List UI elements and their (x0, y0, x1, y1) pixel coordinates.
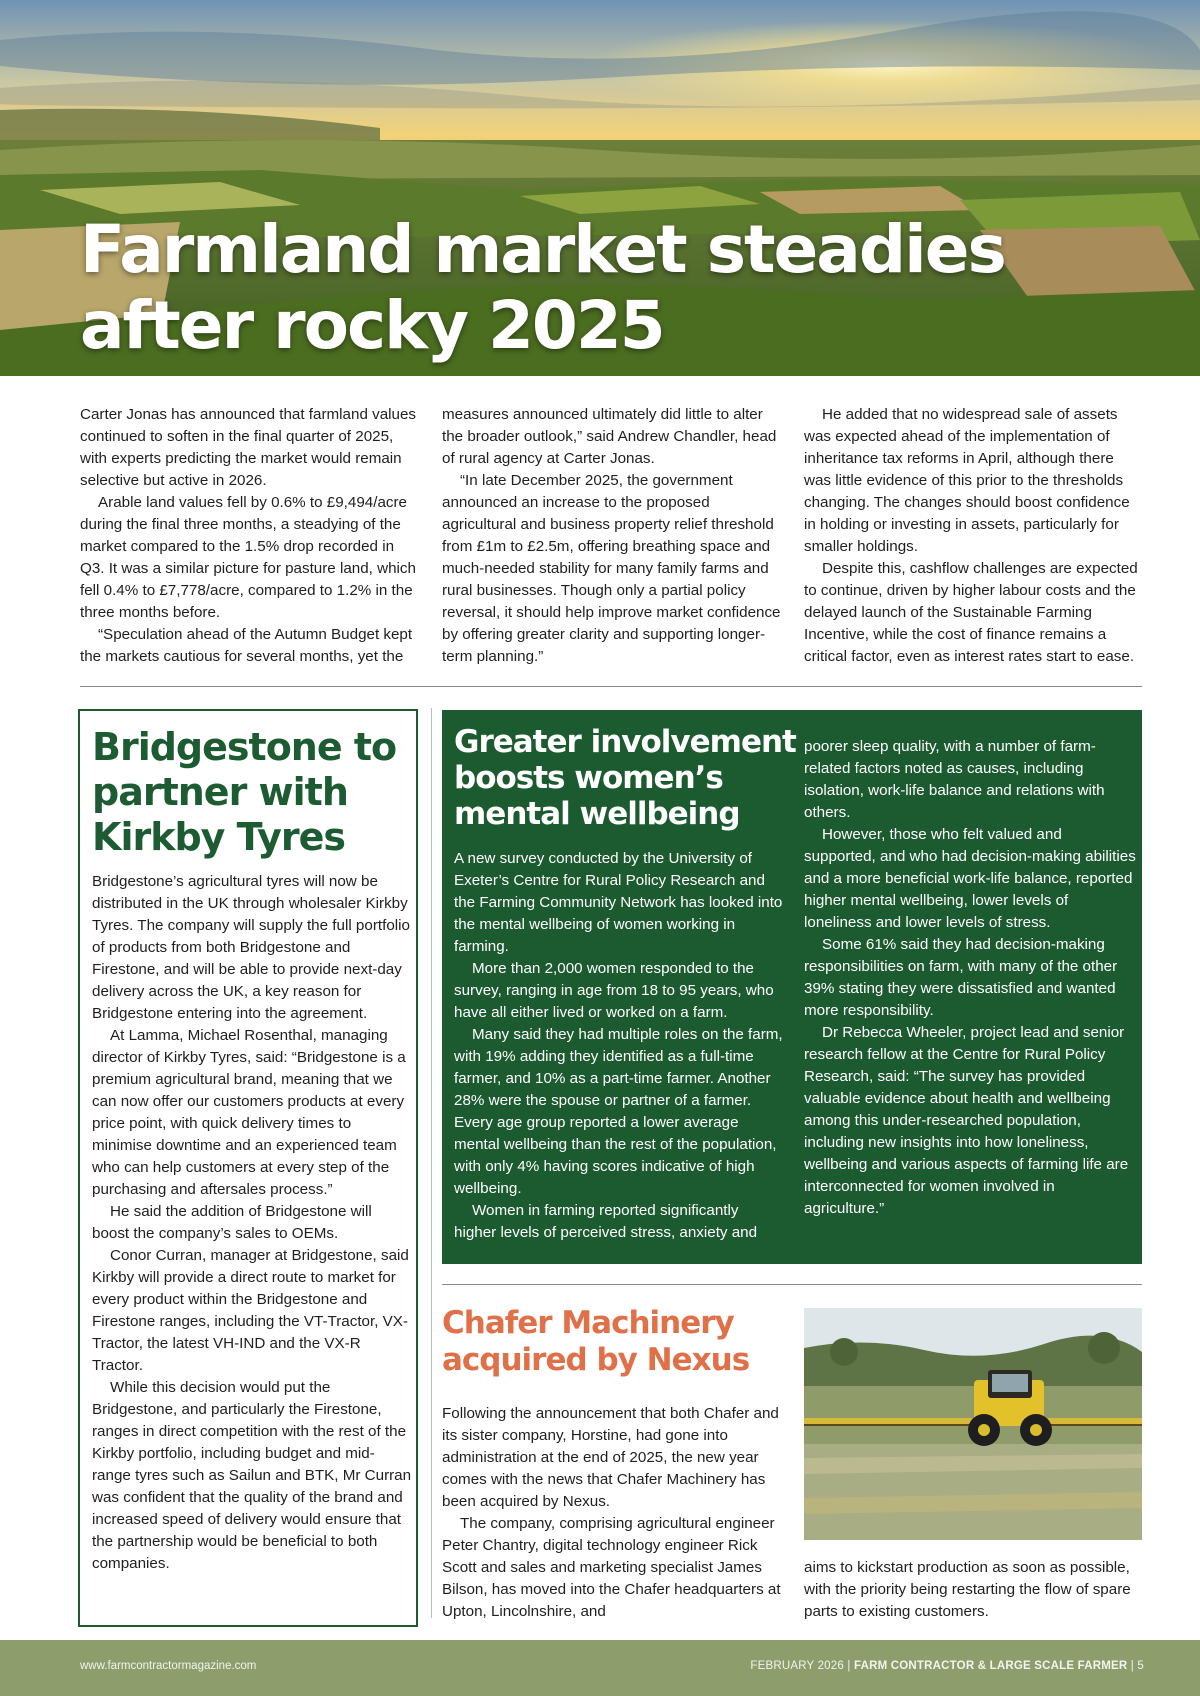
paragraph: Bridgestone’s agricultural tyres will now be distributed in the UK through wholesaler Kirkby Tyres. The company will supply the full portfolio of products from both Bridgestone and Firestone, and will be able to provide next-day delivery across the UK, a key reason for Bridgestone entering into the agreement. (92, 873, 410, 1022)
paragraph: He added that no widespread sale of assets was expected ahead of the implementation of inheritance tax reforms in April, although there was little evidence of this prior to the thresholds changing. The changes should boost confidence in holding or investing in assets, particularly for smaller holdings. (804, 406, 1130, 555)
headline-line: mental wellbeing (454, 796, 740, 832)
headline-line: Farmland market steadies (80, 211, 1005, 288)
footer-issue-info (750, 1660, 1144, 1672)
paragraph: Dr Rebecca Wheeler, project lead and senior research fellow at the Centre for Rural Policy Research, said: “The survey has provided valuable evidence about health and wellbeing among this under-researched population, including new insights into how loneliness, wellbeing and various aspects of farming life are interconnected for women involved in agriculture.” (804, 1024, 1129, 1217)
paragraph: He said the addition of Bridgestone will boost the company’s sales to OEMs. (92, 1203, 372, 1242)
page-number: 5 (1137, 1660, 1144, 1672)
chafer-column-2 (804, 1557, 1144, 1623)
sprayer-photo (804, 1308, 1142, 1540)
chafer-column-1 (442, 1403, 782, 1623)
article-headline (80, 212, 1005, 364)
column-divider (431, 708, 432, 1618)
wellbeing-headline (454, 724, 796, 832)
paragraph: Despite this, cashflow challenges are expected to continue, driven by higher labour costs and the delayed launch of the Sustainable Farming Incentive, while the cost of finance remains a critical factor, even as interest rates start to ease. (804, 560, 1138, 665)
paragraph: measures announced ultimately did little to alter the broader outlook,” said Andrew Chandler, head of rural agency at Carter Jonas. (442, 406, 777, 467)
chafer-headline (442, 1305, 749, 1379)
bridgestone-article-box (78, 709, 418, 1627)
footer-separator: | (847, 1660, 851, 1672)
paragraph: Women in farming reported significantly higher levels of perceived stress, anxiety and (454, 1202, 758, 1241)
paragraph: The company, comprising agricultural engineer Peter Chantry, digital technology engineer Rick Scott and sales and marketing specialist James Bilson, has moved into the Chafer headquarters at Upton, Lincolnshire, and (442, 1515, 781, 1620)
paragraph: While this decision would put the Bridgestone, and particularly the Firestone, ranges in direct competition with the rest of the Kirkby portfolio, including budget and mid-range tyres such as Sailun and BTK, Mr Curran was confident that the quality of the brand and increased speed of delivery would ensure that the partnership would be beneficial to both companies. (92, 1379, 412, 1572)
paragraph: However, those who felt valued and supported, and who had decision-making abilities and a more beneficial work-life balance, reported higher mental wellbeing, lower levels of loneliness and lower levels of stress. (804, 826, 1136, 931)
paragraph: Many said they had multiple roles on the farm, with 19% adding they identified as a full-time farmer, and 10% as a part-time farmer. Another 28% were the spouse or partner of a farmer. Every age group reported a lower average mental wellbeing than the rest of the population, with only 4% having scores indicative of high wellbeing. (454, 1026, 783, 1197)
headline-line: acquired by Nexus (442, 1342, 750, 1378)
headline-line: boosts women’s (454, 760, 723, 796)
section-divider (80, 686, 1142, 687)
lead-article-column-3 (804, 404, 1144, 668)
paragraph: aims to kickstart production as soon as possible, with the priority being restarting the flow of spare parts to existing customers. (804, 1559, 1131, 1620)
headline-line: Greater involvement (454, 724, 796, 760)
paragraph: “In late December 2025, the government announced an increase to the proposed agricultural and business property relief threshold from £1m to £2.5m, offering breathing space and much-needed stability for many family farms and rural businesses. Though only a partial policy reversal, it should help improve market confidence by offering greater clarity and supporting longer-term planning.” (442, 472, 781, 665)
lead-article-column-2 (442, 404, 782, 668)
sprayer-image (804, 1308, 1142, 1540)
section-divider (442, 1284, 1142, 1285)
footer-separator: | (1130, 1660, 1134, 1672)
paragraph: Some 61% said they had decision-making responsibilities on farm, with many of the other 39% stating they were dissatisfied and wanted more responsibility. (804, 936, 1118, 1019)
paragraph: More than 2,000 women responded to the survey, ranging in age from 18 to 95 years, who have all either lived or worked on a farm. (454, 960, 774, 1021)
paragraph: Conor Curran, manager at Bridgestone, said Kirkby will provide a direct route to market for every product within the Bridgestone and Firestone ranges, including the VT-Tractor, VX-Tractor, the latest VH-IND and the VX-R Tractor. (92, 1247, 409, 1374)
paragraph: poorer sleep quality, with a number of farm-related factors noted as causes, including isolation, work-life balance and relations with others. (804, 738, 1105, 821)
headline-line: after rocky 2025 (80, 287, 664, 364)
paragraph: Following the announcement that both Chafer and its sister company, Horstine, had gone into administration at the end of 2025, the new year comes with the news that Chafer Machinery has been acquired by Nexus. (442, 1405, 779, 1510)
page-footer (0, 1640, 1200, 1696)
paragraph: Arable land values fell by 0.6% to £9,494/acre during the final three months, a steadying of the market compared to the 1.5% drop recorded in Q3. It was a similar picture for pasture land, which fell 0.4% to £7,778/acre, compared to 1.2% in the three months before. (80, 494, 416, 621)
headline-line: Kirkby Tyres (92, 815, 345, 859)
wellbeing-column-2 (804, 736, 1136, 1220)
headline-line: Bridgestone to (92, 725, 397, 769)
wellbeing-column-1 (454, 848, 784, 1244)
footer-website-link[interactable]: www.farmcontractormagazine.com (80, 1660, 257, 1672)
lead-article-column-1 (80, 404, 420, 668)
wellbeing-article-panel (442, 710, 1142, 1264)
paragraph: At Lamma, Michael Rosenthal, managing director of Kirkby Tyres, said: “Bridgestone is a premium agricultural brand, meaning that we can now offer our customers products at every price point, with quick delivery times to minimise downtime and an experienced team who can help customers at every step of the purchasing and aftersales process.” (92, 1027, 406, 1198)
bridgestone-headline (92, 725, 396, 860)
paragraph: Carter Jonas has announced that farmland values continued to soften in the final quarter of 2025, with experts predicting the market would remain selective but active in 2026. (80, 406, 417, 489)
bridgestone-body (92, 871, 412, 1575)
footer-publication: FARM CONTRACTOR & LARGE SCALE FARMER (853, 1660, 1128, 1672)
footer-date: FEBRUARY 2026 (750, 1660, 844, 1672)
paragraph: A new survey conducted by the University of Exeter’s Centre for Rural Policy Research and the Farming Community Network has looked into the mental wellbeing of women working in farming. (454, 850, 783, 955)
headline-line: Chafer Machinery (442, 1305, 734, 1341)
paragraph: “Speculation ahead of the Autumn Budget kept the markets cautious for several months, yet the (80, 626, 413, 665)
headline-line: partner with (92, 770, 348, 814)
hero-banner (0, 0, 1200, 376)
